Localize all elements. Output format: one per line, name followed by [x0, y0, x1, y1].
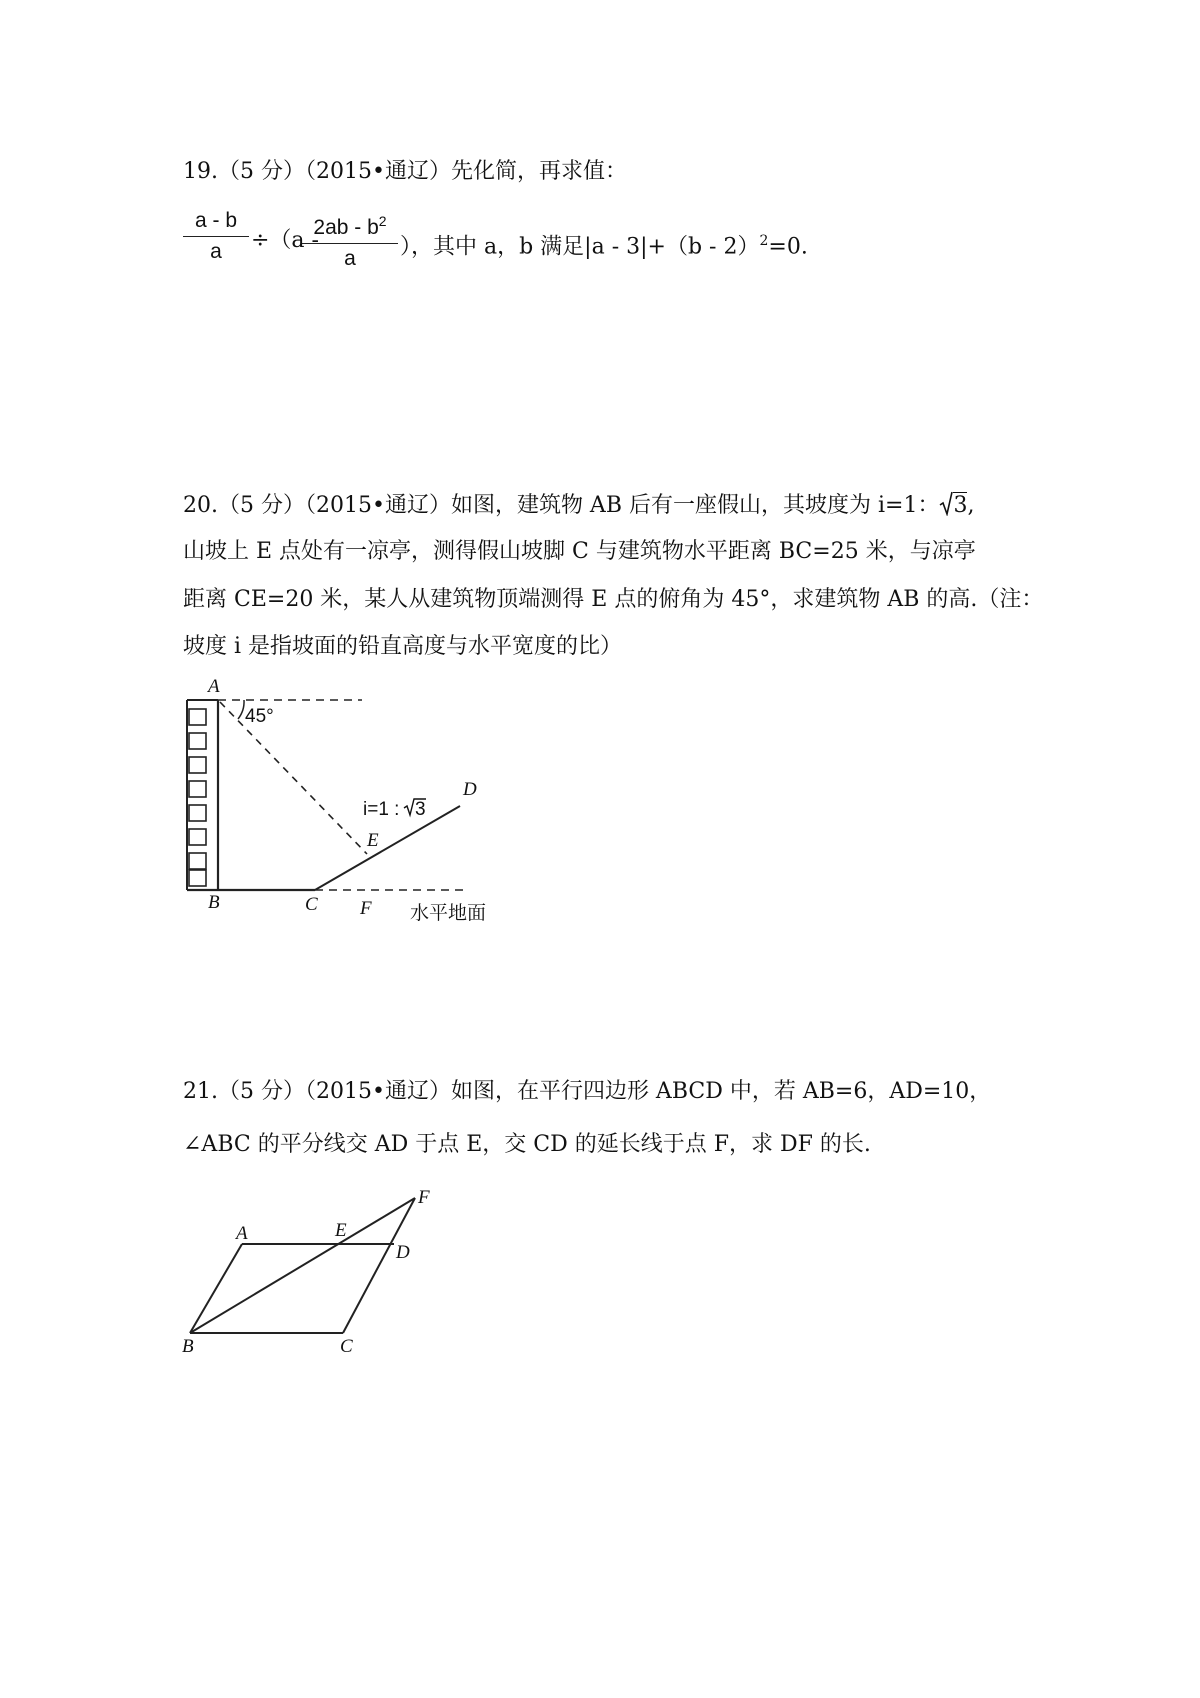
q20-line3: 距离 CE=20 米，某人从建筑物顶端测得 E 点的俯角为 45°，求建筑物 AB 的高.（注： [183, 587, 1044, 612]
line-CF [343, 1198, 415, 1333]
q19-frac1-denominator: a [210, 240, 222, 263]
q20-label-D: D [463, 779, 477, 800]
q21-label-C: C [340, 1336, 353, 1357]
q20-label-C: C [305, 894, 318, 915]
q20-line1-text: 20.（5 分）（2015•通辽）如图，建筑物 AB 后有一座假山，其坡度为 i=1： [183, 493, 940, 518]
q20-line2: 山坡上 E 点处有一凉亭，测得假山坡脚 C 与建筑物水平距离 BC=25 米，与凉亭 [183, 539, 976, 564]
building-windows [189, 709, 206, 886]
q20-slope-sqrt-value: 3 [415, 799, 426, 820]
q20-label-F: F [360, 898, 372, 919]
angle-arc-45 [238, 700, 244, 719]
bisector-line-BF [190, 1198, 415, 1333]
q20-slope-label: i=1 : [363, 799, 400, 820]
q19-condition-text: ），其中 a，b 满足|a - 3|+（b - 2） [400, 234, 760, 260]
q20-label-E: E [367, 830, 379, 851]
q21-label-A: A [236, 1223, 248, 1244]
q21-label-D: D [396, 1242, 410, 1263]
q19-frac2-numerator: $2ab - b^2$ [313, 213, 387, 239]
q20-line1-end: , [967, 493, 975, 518]
q20-line4: 坡度 i 是指坡面的铅直高度与水平宽度的比） [183, 634, 623, 659]
q21-label-E: E [335, 1220, 347, 1241]
q20-figure-labels [206, 676, 486, 924]
q20-angle-label: 45° [245, 706, 274, 727]
q19-condition-sup: 2 [759, 233, 769, 249]
parallelogram-side-AB [190, 1244, 242, 1333]
q20-label-B: B [208, 892, 220, 913]
q19-frac1-numerator: a - b [194, 209, 238, 232]
q20-figure [187, 700, 468, 890]
q21-label-F: F [418, 1187, 430, 1208]
q21-label-B: B [182, 1336, 194, 1357]
q19-frac2-sup: 2 [378, 213, 387, 229]
q21-figure [190, 1198, 415, 1333]
sight-line-AE [220, 702, 367, 854]
q21-figure-labels [182, 1187, 430, 1357]
q20-ground-label: 水平地面 [410, 903, 487, 924]
q20-sqrt-radicand: 3 [953, 493, 968, 518]
q20-label-A: A [208, 676, 220, 697]
q19-divide-open: ÷（a - [251, 228, 319, 253]
q19-line1: 19.（5 分）（2015•通辽）先化简，再求值： [183, 159, 627, 184]
q21-line1: 21.（5 分）（2015•通辽）如图，在平行四边形 ABCD 中，若 AB=6，AD=10， [183, 1079, 992, 1104]
q19-frac2-denominator: a [344, 247, 356, 270]
q21-line2: ∠ABC 的平分线交 AD 于点 E，交 CD 的延长线于点 F，求 DF 的长. [183, 1132, 871, 1157]
q19-condition-end: =0. [768, 234, 808, 260]
